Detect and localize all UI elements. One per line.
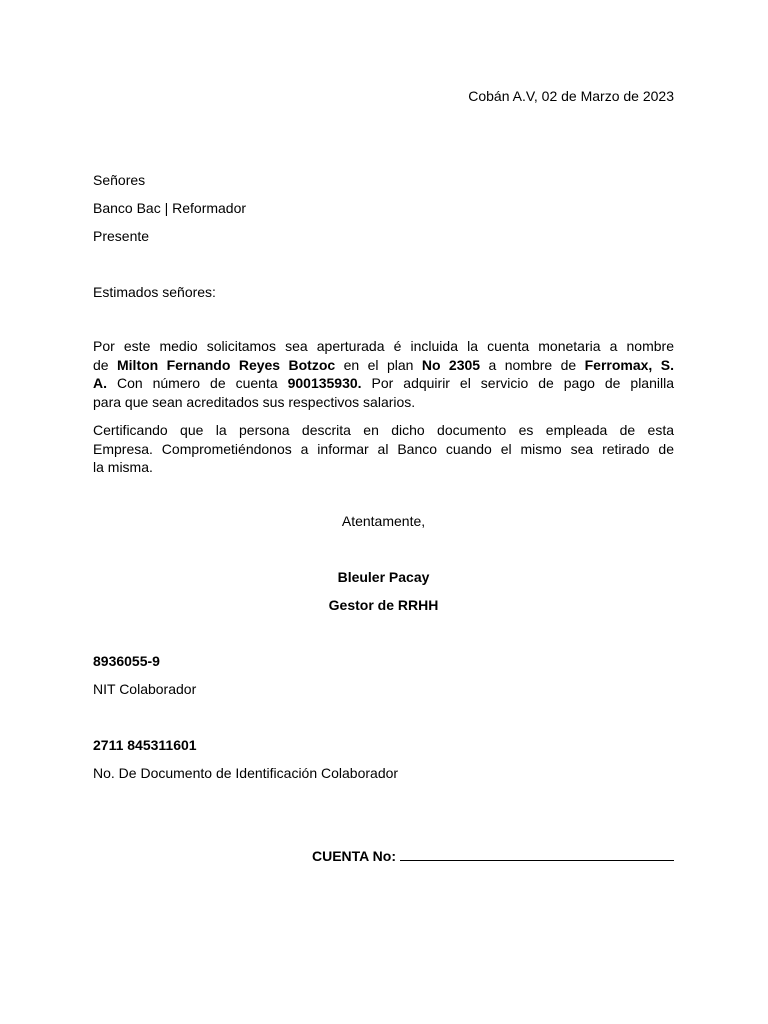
paragraph-1-line-1: Por este medio solicitamos sea aperturada é incluida la cuenta monetaria a nombre: [93, 338, 674, 354]
account-number-field: [312, 846, 674, 865]
recipient-line-1: Señores: [93, 172, 146, 188]
company-name-end: A.: [93, 375, 107, 391]
paragraph-2-line-2: Empresa. Comprometiéndonos a informar al Banco cuando el mismo sea retirado de: [93, 440, 674, 457]
account-field-blank-line: [400, 846, 674, 861]
account-field-label: CUENTA No:: [312, 848, 396, 864]
salutation: Estimados señores:: [93, 284, 216, 300]
paragraph-1-line-4: para que sean acreditados sus respectivos salarios.: [93, 393, 416, 410]
paragraph-2-line-3: la misma.: [93, 459, 153, 475]
plan-number: No 2305: [421, 356, 481, 373]
paragraph-2-line-1: Certificando que la persona descrita en dicho documento es empleada de esta: [93, 422, 674, 438]
letter-date: Cobán A.V, 02 de Marzo de 2023: [468, 88, 674, 104]
document-id-label: No. De Documento de Identificación Colaborador: [93, 765, 399, 781]
paragraph-1-line-2: [93, 356, 674, 375]
text: de: [93, 356, 117, 373]
company-name: Ferromax, S.: [584, 356, 674, 373]
recipient-line-2: Banco Bac | Reformador: [93, 200, 247, 216]
signer-name: Bleuler Pacay: [337, 569, 430, 585]
text: en el plan: [335, 356, 422, 373]
account-number: 900135930.: [287, 375, 362, 391]
recipient-line-3: Presente: [93, 228, 150, 244]
text: Por adquirir el servicio de pago de planilla: [361, 375, 674, 391]
nit-label: NIT Colaborador: [93, 681, 197, 697]
paragraph-1-line-3: [93, 374, 674, 393]
body-paragraph-1: [93, 337, 674, 411]
text: a nombre de: [480, 356, 585, 373]
signer-title: Gestor de RRHH: [328, 597, 439, 613]
document-id-value: 2711 845311601: [93, 737, 197, 753]
employee-name: Milton Fernando Reyes Botzoc: [117, 356, 336, 373]
body-paragraph-2: [93, 421, 674, 477]
closing: Atentamente,: [341, 513, 426, 529]
nit-value: 8936055-9: [93, 653, 160, 669]
text: Con número de cuenta: [107, 375, 288, 391]
